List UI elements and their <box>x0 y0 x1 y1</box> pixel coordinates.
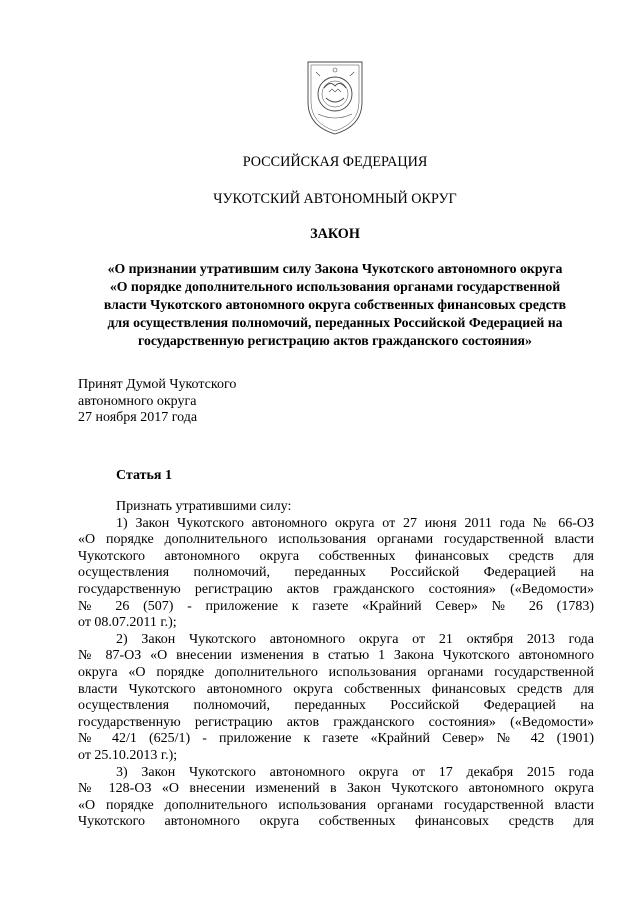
law-title-line: для осуществления полномочий, переданных Российской Федерацией на <box>107 315 563 330</box>
article-text-line: округа «О порядке дополнительного использования органами государственной <box>78 664 594 680</box>
adoption-line: автономного округа <box>78 393 197 409</box>
article-heading: Статья 1 <box>116 468 172 483</box>
article-text-line: «О порядке дополнительного использования органами государственной власти <box>78 797 594 813</box>
article-text-line: от 08.07.2011 г.); <box>78 615 177 631</box>
article-text-line: № 87-ОЗ «О внесении изменения в статью 1 Закона Чукотского автономного <box>78 648 594 664</box>
law-title <box>60 260 610 350</box>
article-text-line: «О порядке дополнительного использования органами государственной власти <box>78 532 594 548</box>
article-text-line: Признать утратившими силу: <box>116 499 292 514</box>
law-title-line: «О признании утратившим силу Закона Чукотского автономного округа <box>107 261 563 276</box>
article-text-line: 2) Закон Чукотского автономного округа от 21 октября 2013 года <box>116 631 594 647</box>
article-text-line: № 26 (507) - приложение к газете «Крайний Север» № 26 (1783) <box>78 598 594 614</box>
article-text-line: № 128-ОЗ «О внесении изменений в Закон Чукотского автономного округа <box>78 781 594 797</box>
article-text-line: 1) Закон Чукотского автономного округа от 27 июня 2011 года № 66-ОЗ <box>116 515 594 531</box>
article-text-line: государственную регистрацию актов гражданского состояния» («Ведомости» <box>78 714 594 730</box>
article-text-line: Чукотского автономного округа собственных финансовых средств для <box>78 548 594 564</box>
adoption-info <box>78 377 236 427</box>
article-text-line: осуществления полномочий, переданных Российской Федерацией на <box>78 698 594 714</box>
law-title-line: власти Чукотского автономного округа собственных финансовых средств <box>103 297 567 312</box>
article-body <box>78 499 594 831</box>
article-text-line: 3) Закон Чукотского автономного округа от 17 декабря 2015 года <box>116 764 594 780</box>
country-heading: РОССИЙСКАЯ ФЕДЕРАЦИЯ <box>242 154 428 170</box>
article-text-line: Чукотского автономного округа собственных финансовых средств для <box>78 814 594 830</box>
article-text-line: № 42/1 (625/1) - приложение к газете «Крайний Север» № 42 (1901) <box>78 731 594 747</box>
coat-of-arms-icon <box>302 56 368 136</box>
law-title-line: государственную регистрацию актов гражданского состояния» <box>138 333 532 348</box>
doc-type-heading: ЗАКОН <box>310 226 360 242</box>
adoption-date: 27 ноября 2017 года <box>78 410 198 425</box>
region-heading: ЧУКОТСКИЙ АВТОНОМНЫЙ ОКРУГ <box>213 191 457 207</box>
adoption-line: Принят Думой Чукотского <box>78 377 237 392</box>
article-text-line: осуществления полномочий, переданных Российской Федерацией на <box>78 565 594 581</box>
article-text-line: от 25.10.2013 г.); <box>78 747 178 763</box>
article-text-line: государственную регистрацию актов гражданского состояния» («Ведомости» <box>78 581 594 597</box>
article-text-line: власти Чукотского автономного округа собственных финансовых средств для <box>78 681 594 697</box>
law-title-line: «О порядке дополнительного использования органами государственной <box>109 279 561 294</box>
